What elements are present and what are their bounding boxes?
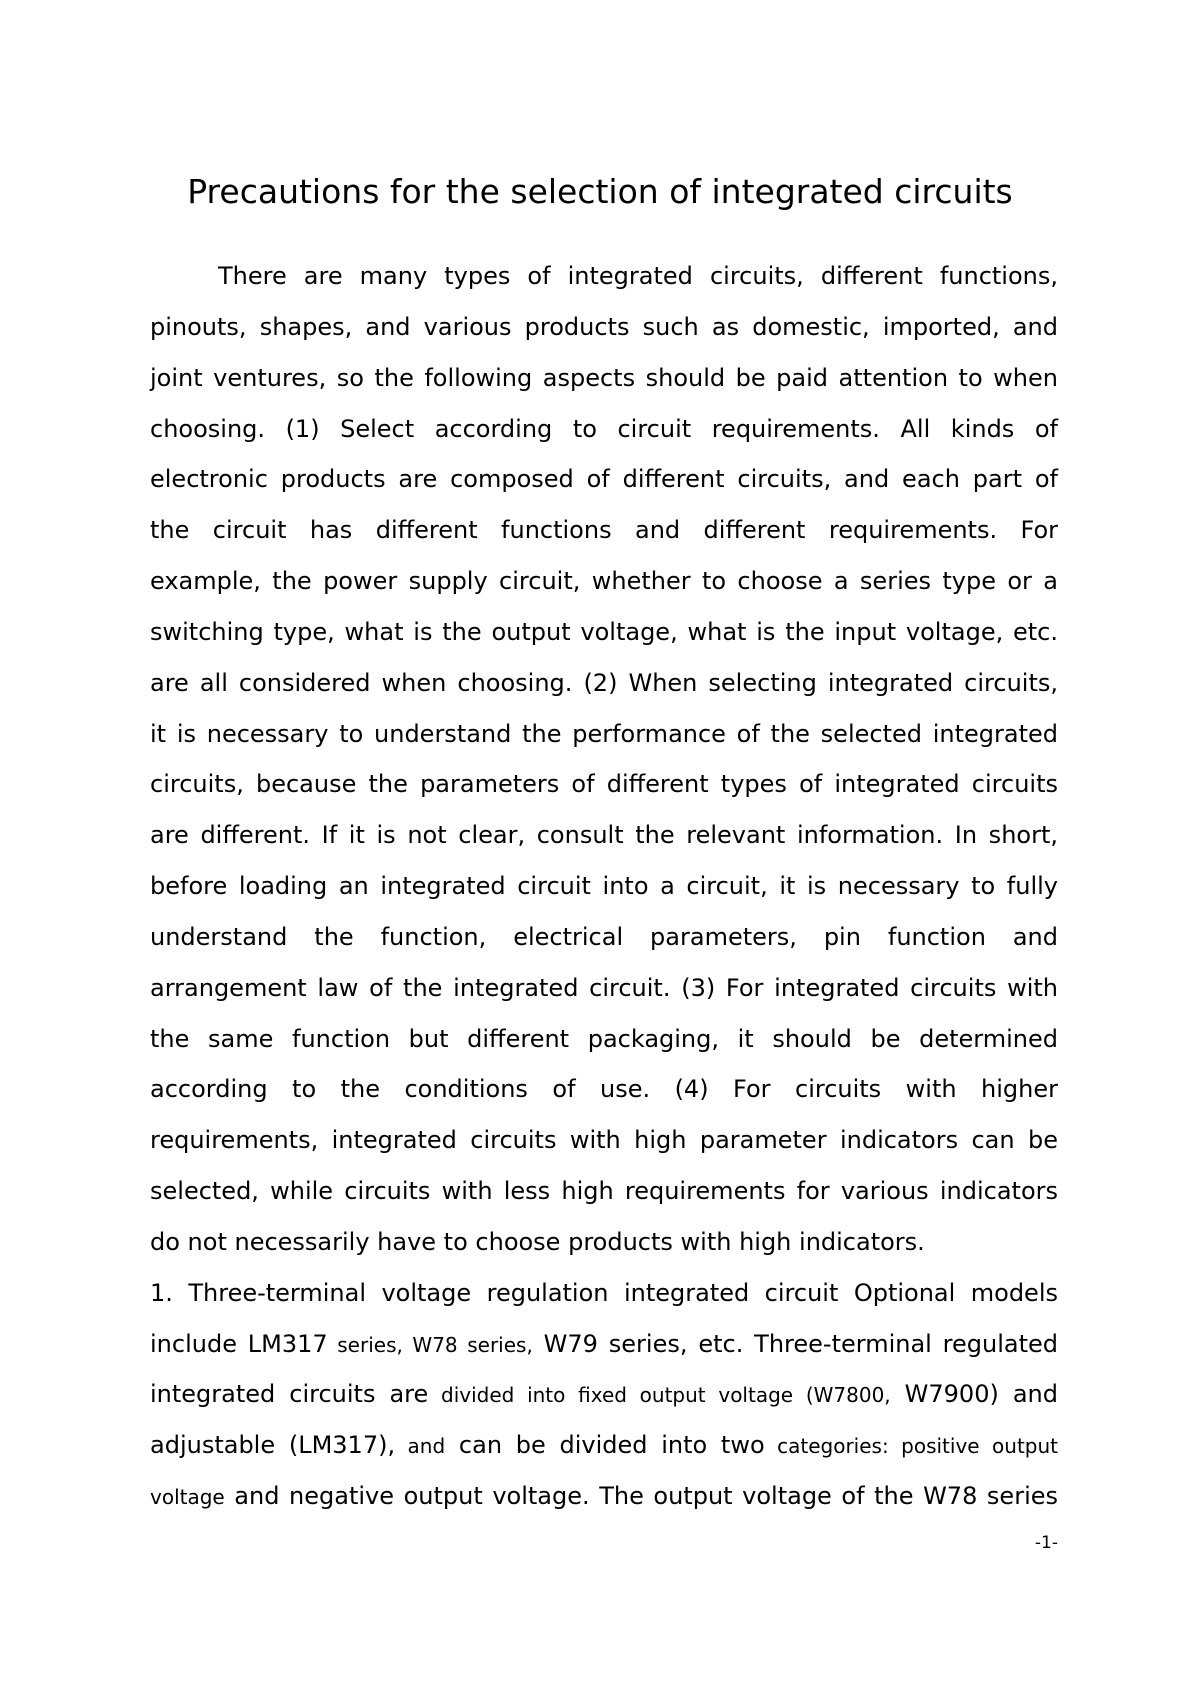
body-line	[150, 1377, 1058, 1412]
body-line: switching type, what is the output voltage, what is the input voltage, etc.	[150, 618, 1058, 646]
body-line: arrangement law of the integrated circuit. (3) For integrated circuits with	[150, 974, 1058, 1002]
body-line	[150, 1479, 1058, 1514]
body-line	[150, 1428, 1058, 1463]
body-line: example, the power supply circuit, whether to choose a series type or a	[150, 567, 1058, 595]
body-line: There are many types of integrated circuits, different functions,	[218, 262, 1058, 290]
body-line: electronic products are composed of different circuits, and each part of	[150, 465, 1058, 493]
body-line: understand the function, electrical parameters, pin function and	[150, 923, 1058, 951]
body-text: include LM317	[150, 1330, 328, 1358]
body-text: integrated circuits are	[150, 1380, 429, 1408]
body-text-small: series, W78 series,	[327, 1333, 533, 1357]
body-text-small: and	[395, 1434, 446, 1458]
body-text-small: voltage	[150, 1485, 225, 1509]
body-line: the circuit has different functions and different requirements. For	[150, 516, 1058, 544]
body-text: adjustable (LM317),	[150, 1431, 396, 1459]
body-line: according to the conditions of use. (4) For circuits with higher	[150, 1075, 1058, 1103]
body-line: before loading an integrated circuit into a circuit, it is necessary to fully	[150, 872, 1058, 900]
body-text: can be divided into two	[445, 1431, 765, 1459]
page-number: -1-	[1034, 1533, 1058, 1553]
body-line: it is necessary to understand the performance of the selected integrated	[150, 720, 1058, 748]
body-line: do not necessarily have to choose products with high indicators.	[150, 1228, 925, 1256]
body-line: joint ventures, so the following aspects should be paid attention to when	[150, 364, 1058, 392]
document-title: Precautions for the selection of integrated circuits	[187, 172, 1013, 211]
body-text: W7900) and	[890, 1380, 1058, 1408]
body-text: and negative output voltage. The output voltage of the W78 series	[224, 1482, 1058, 1510]
body-line	[150, 1327, 1058, 1362]
body-line: circuits, because the parameters of different types of integrated circuits	[150, 770, 1058, 798]
body-line: selected, while circuits with less high requirements for various indicators	[150, 1177, 1058, 1205]
body-text-small: divided into fixed output voltage (W7800,	[428, 1383, 891, 1407]
body-line: are all considered when choosing. (2) When selecting integrated circuits,	[150, 669, 1058, 697]
body-text: W79 series, etc. Three-terminal regulated	[532, 1330, 1059, 1358]
body-line: pinouts, shapes, and various products such as domestic, imported, and	[150, 313, 1058, 341]
body-text-small: categories: positive output	[764, 1434, 1059, 1458]
body-line: the same function but different packaging, it should be determined	[150, 1025, 1058, 1053]
body-line: 1. Three-terminal voltage regulation integrated circuit Optional models	[150, 1279, 1058, 1307]
body-line: choosing. (1) Select according to circuit requirements. All kinds of	[150, 415, 1058, 443]
body-line: requirements, integrated circuits with high parameter indicators can be	[150, 1126, 1058, 1154]
body-line: are different. If it is not clear, consult the relevant information. In short,	[150, 821, 1058, 849]
